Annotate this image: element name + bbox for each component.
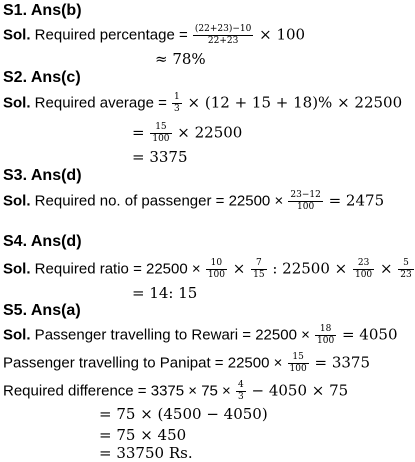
s5-line3-tail: − 4050 × 75 [246, 381, 349, 400]
s5-line2-num: 15 [288, 352, 309, 364]
s5-line2-tail: = 3375 [309, 353, 370, 372]
s2-frac-num: 1 [174, 92, 180, 102]
s5-heading: S5. Ans(a) [3, 302, 81, 319]
s2-fraction [172, 92, 182, 115]
s3-fraction [288, 190, 322, 213]
s4-f2-den: 15 [253, 270, 265, 280]
s4-f1-num: 10 [206, 258, 227, 270]
s2-step2-fraction [150, 122, 171, 145]
s5-line3-fraction [236, 380, 246, 403]
s1-fraction [193, 24, 253, 47]
s5-line4: = 75 × (4500 − 4050) [99, 405, 268, 423]
s2-result: = 3375 [132, 148, 188, 166]
s4-heading: S4. Ans(d) [3, 233, 82, 250]
s3-frac-num: 23−12 [290, 190, 321, 200]
s1-text: Required percentage = [30, 26, 192, 44]
s2-step2-den: 100 [152, 134, 170, 144]
s5-line1 [3, 324, 397, 347]
s5-line1-tail: = 4050 [337, 325, 398, 344]
s4-fraction-2 [251, 258, 266, 281]
s1-heading: S1. Ans(b) [3, 2, 82, 19]
s5-line3-num: 4 [237, 380, 244, 390]
s5-line1-num: 18 [315, 324, 336, 336]
s2-sol-label: Sol. [3, 94, 31, 112]
s1-sol-label: Sol. [3, 26, 31, 44]
s5-line1-fraction [315, 324, 336, 347]
s1-frac-num: (22+23)−10 [194, 24, 252, 34]
s5-line5: = 75 × 450 [99, 426, 187, 444]
s2-solution [3, 92, 402, 115]
s2-text: Required average = [30, 94, 172, 112]
s2-step2-num: 15 [150, 122, 171, 134]
s5-line2-den: 100 [289, 364, 307, 374]
s4-solution [3, 258, 415, 281]
s5-sol-label: Sol. [3, 326, 31, 344]
s4-f3-den: 100 [354, 270, 373, 280]
s4-fraction-1 [206, 258, 227, 281]
s4-f2-num: 7 [251, 258, 266, 270]
s2-heading: S2. Ans(c) [3, 69, 81, 86]
s3-heading: S3. Ans(d) [3, 167, 82, 184]
s4-fraction-4 [398, 258, 413, 281]
s5-line3-text: Required difference = 3375 × 75 × [3, 382, 235, 400]
s4-f1-den: 100 [207, 270, 225, 280]
s4-text: Required ratio = 22500 × [30, 260, 205, 278]
s5-line2-text: Passenger travelling to Panipat = 22500 × [3, 354, 287, 372]
s4-mid1: × [228, 259, 251, 278]
s5-line3 [3, 380, 348, 403]
s4-mid3: × [375, 259, 398, 278]
s2-tail: × (12 + 15 + 18)% × 22500 [182, 93, 403, 112]
s1-tail: × 100 [254, 25, 306, 44]
s2-step2-tail: × 22500 [172, 123, 243, 142]
s3-solution [3, 190, 384, 213]
s5-line2-fraction [288, 352, 309, 375]
s4-fraction-3 [353, 258, 374, 281]
s4-mid2: : 22500 × [267, 259, 352, 278]
s1-solution [3, 24, 305, 47]
s3-frac-den: 100 [297, 202, 315, 212]
s5-line1-den: 100 [317, 336, 335, 346]
s1-frac-den: 22+23 [207, 36, 239, 46]
s2-step2 [132, 122, 242, 145]
s4-f4-den: 23 [400, 270, 412, 280]
s5-line1-text: Passenger travelling to Rewari = 22500 × [30, 326, 315, 344]
s2-frac-den: 3 [174, 104, 180, 114]
s3-tail: = 2475 [323, 191, 385, 210]
s3-text: Required no. of passenger = 22500 × [30, 192, 288, 210]
s4-f3-num: 23 [353, 258, 374, 270]
s5-line3-den: 3 [237, 392, 244, 402]
s5-line2 [3, 352, 370, 375]
s2-step2-prefix: = [132, 123, 150, 142]
s3-sol-label: Sol. [3, 192, 31, 210]
s4-f4-num: 5 [398, 258, 413, 270]
s4-sol-label: Sol. [3, 260, 31, 278]
s4-result: = 14: 15 [132, 284, 198, 302]
s5-line6: = 33750 Rs. [99, 444, 193, 462]
s1-result: ≈ 78% [155, 50, 206, 68]
